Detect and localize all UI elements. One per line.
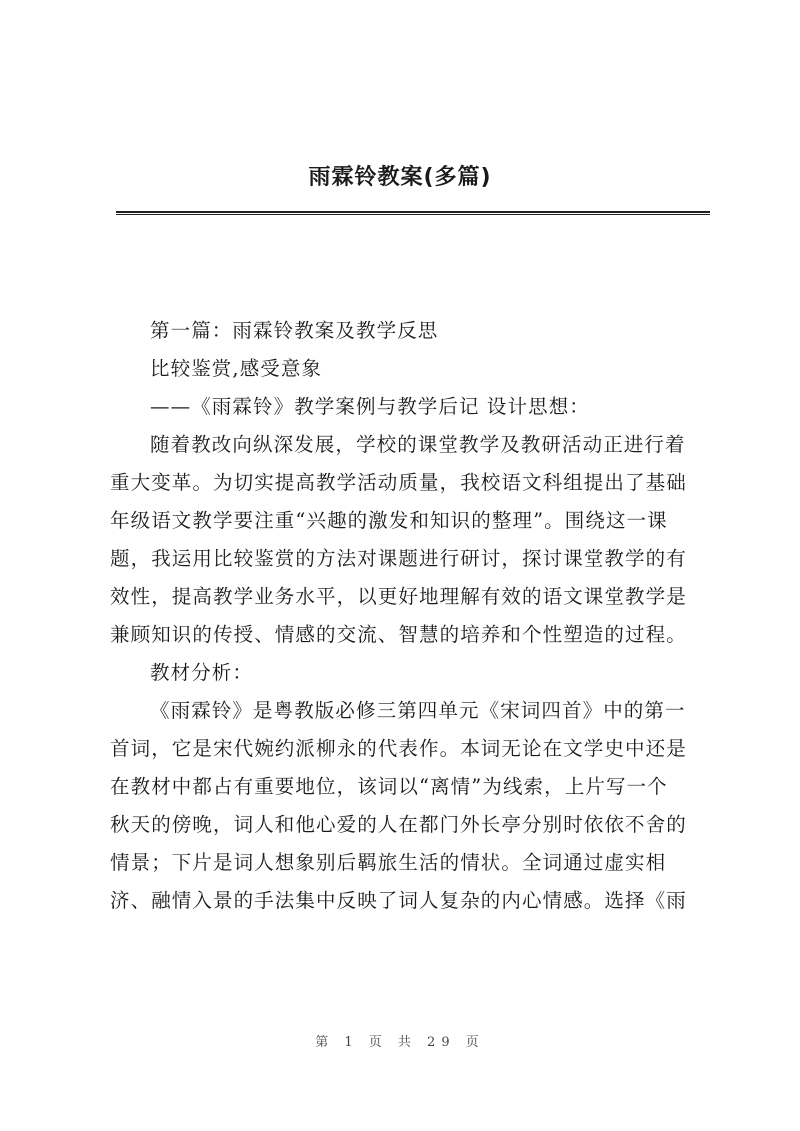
body-line: 《雨霖铃》是粤教版必修三第四单元《宋词四首》中的第一 [150, 699, 686, 722]
title-divider [116, 211, 710, 215]
body-line: 年级语文教学要注重“兴趣的激发和知识的整理”。围绕这一课 [110, 509, 668, 532]
body-line: 重大变革。为切实提高教学活动质量，我校语文科组提出了基础 [110, 471, 687, 494]
body-line: 情景；下片是词人想象别后羁旅生活的情状。全词通过虚实相 [110, 851, 667, 874]
body-line: 首词，它是宋代婉约派柳永的代表作。本词无论在文学史中还是 [110, 737, 687, 760]
body-line: 第一篇：雨霖铃教案及教学反思 [150, 319, 439, 342]
body-line: ——《雨霖铃》教学案例与教学后记 设计思想： [150, 395, 590, 418]
document-title: 雨霖铃教案(多篇) [308, 165, 492, 190]
body-line: 比较鉴赏,感受意象 [150, 357, 323, 380]
body-line: 济、融情入景的手法集中反映了词人复杂的内心情感。选择《雨 [110, 889, 687, 912]
body-line: 效性，提高教学业务水平，以更好地理解有效的语文课堂教学是 [110, 585, 687, 608]
body-line: 题，我运用比较鉴赏的方法对课题进行研讨，探讨课堂教学的有 [110, 547, 687, 570]
body-line: 秋天的傍晚，词人和他心爱的人在都门外长亭分别时依依不舍的 [110, 813, 687, 836]
body-line: 在教材中都占有重要地位，该词以“离情”为线索，上片写一个 [110, 775, 668, 798]
page-footer: 第 1 页 共 29 页 [315, 1035, 485, 1050]
body-line: 随着教改向纵深发展，学校的课堂教学及教研活动正进行着 [150, 433, 686, 456]
document-body [110, 312, 708, 920]
body-line: 教材分析： [150, 661, 254, 684]
body-line: 兼顾知识的传授、情感的交流、智慧的培养和个性塑造的过程。 [110, 623, 687, 646]
